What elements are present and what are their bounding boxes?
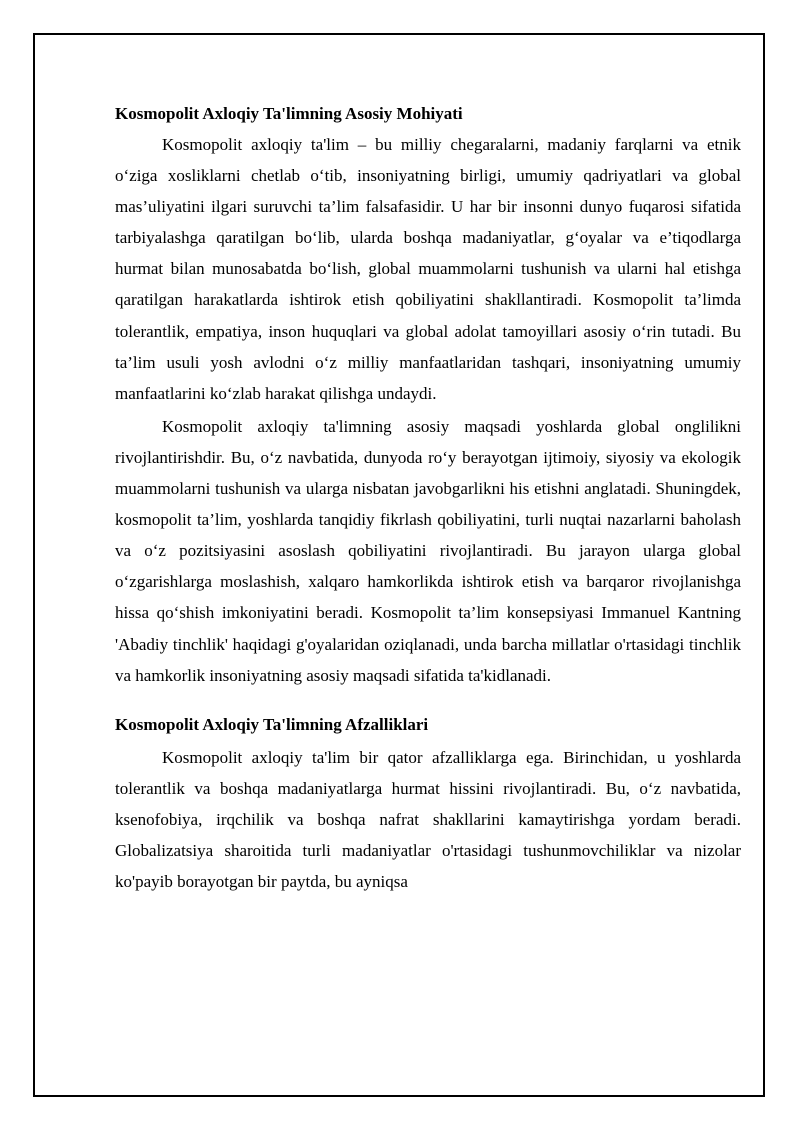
paragraph: Kosmopolit axloqiy ta'lim – bu milliy chegaralarni, madaniy farqlarni va etnik o‘ziga xosliklarni chetlab o‘tib, insoniyatning birligi, umumiy qadriyatlari va global mas’uliyatini ilgari suruvchi ta’lim falsafasidir. U har bir insonni dunyo fuqarosi sifatida tarbiyalashga qaratilgan bo‘lib, ularda boshqa madaniyatlar, g‘oyalar va e’tiqodlarga hurmat bilan munosabatda bo‘lish, global muammolarni tushunish va ularni hal etishga qaratilgan harakatlarda ishtirok etish qobiliyatini shakllantiradi. Kosmopolit ta’limda tolerantlik, empatiya, inson huquqlari va global adolat tamoyillari asosiy o‘rin tutadi. Bu ta’lim usuli yosh avlodni o‘z milliy manfaatlaridan tashqari, insoniyatning umumiy manfaatlarini ko‘zlab harakat qilishga undaydi. (115, 135, 741, 403)
section-heading-mohiyati: Kosmopolit Axloqiy Ta'limning Asosiy Mohiyati (115, 104, 463, 123)
paragraph: Kosmopolit axloqiy ta'limning asosiy maqsadi yoshlarda global onglilikni rivojlantirishdir. Bu, o‘z navbatida, dunyoda ro‘y berayotgan ijtimoiy, siyosiy va ekologik muammolarni tushunish va ularga nisbatan javobgarlikni his etishni anglatadi. Shuningdek, kosmopolit ta’lim, yoshlarda tanqidiy fikrlash qobiliyatini, turli nuqtai nazarlarni baholash va o‘z pozitsiyasini asoslash qobiliyatini rivojlantiradi. Bu jarayon ularga global o‘zgarishlarga moslashish, xalqaro hamkorlikda ishtirok etish va barqaror rivojlanishga hissa qo‘shish imkoniyatini beradi. Kosmopolit ta’lim konsepsiyasi Immanuel Kantning 'Abadiy tinchlik' haqidagi g'oyalaridan oziqlanadi, unda barcha millatlar o'rtasidagi tinchlik va hamkorlik insoniyatning asosiy maqsadi sifatida ta'kidlanadi. (115, 416, 741, 685)
section-heading-afzalliklari: Kosmopolit Axloqiy Ta'limning Afzalliklari (115, 714, 429, 734)
paragraph: Kosmopolit axloqiy ta'lim bir qator afzalliklarga ega. Birinchidan, u yoshlarda tolerantlik va boshqa madaniyatlarga hurmat hissini rivojlantiradi. Bu, o‘z navbatida, ksenofobiya, irqchilik va boshqa nafrat shakllarini kamaytirishga yordam beradi. Globalizatsiya sharoitida turli madaniyatlar o'rtasidagi tushunmovchiliklar va nizolar ko'payib borayotgan bir paytda, bu ayniqsa (115, 747, 741, 892)
document-body (115, 98, 741, 897)
